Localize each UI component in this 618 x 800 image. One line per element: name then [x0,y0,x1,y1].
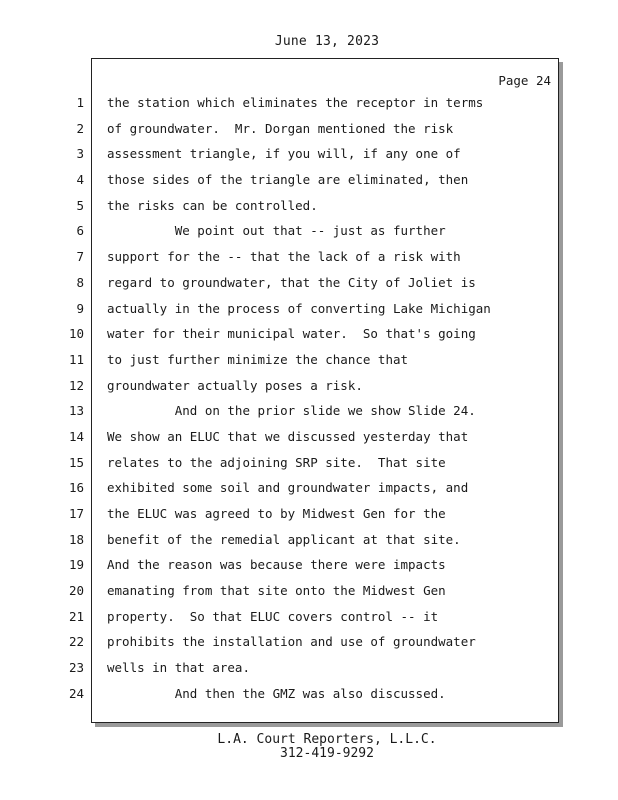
transcript-line: wells in that area. [107,660,250,676]
transcript-line: the risks can be controlled. [107,197,318,213]
line-number: 14 [68,428,84,444]
footer-company: L.A. Court Reporters, L.L.C. [217,732,437,747]
transcript-line: We point out that -- just as further [107,223,446,239]
line-number: 6 [76,223,84,239]
line-number: 9 [76,300,84,316]
transcript-line: regard to groundwater, that the City of Joliet is [107,274,476,290]
transcript-line: property. So that ELUC covers control -- it [107,608,439,624]
footer-phone: 312-419-9292 [280,746,374,761]
transcript-line: relates to the adjoining SRP site. That site [107,454,446,470]
transcript-line: the station which eliminates the receptor in terms [107,95,484,110]
line-number: 3 [76,146,84,162]
line-number: 8 [76,274,84,290]
line-number: 22 [68,634,84,650]
line-number: 5 [76,197,84,213]
transcript-line: groundwater actually poses a risk. [107,377,363,393]
transcript-line: And the reason was because there were impacts [107,557,446,573]
line-number: 15 [68,454,84,470]
transcript-line: And on the prior slide we show Slide 24. [107,403,476,419]
line-number: 19 [68,557,84,573]
transcript-line: to just further minimize the chance that [107,351,409,367]
line-number: 23 [68,660,84,676]
line-number: 7 [76,249,84,265]
line-number: 2 [76,120,84,136]
line-number: 21 [68,608,84,624]
line-number: 20 [68,583,84,599]
transcript-line: actually in the process of converting Lake Michigan [107,300,491,316]
line-number: 11 [68,351,84,367]
page-number: Page 24 [498,73,551,88]
transcript-line: those sides of the triangle are eliminated, then [107,172,469,188]
transcript-line: exhibited some soil and groundwater impacts, and [107,480,469,496]
transcript-line: prohibits the installation and use of groundwater [107,634,476,650]
footer [0,733,618,761]
transcript-text-column [107,94,553,711]
transcript-line: assessment triangle, if you will, if any one of [107,146,461,162]
line-number: 4 [76,172,84,188]
transcript-line: And then the GMZ was also discussed. [107,685,446,701]
line-number: 12 [68,377,84,393]
transcript-line: of groundwater. Mr. Dorgan mentioned the risk [107,120,454,136]
line-number-column [60,94,84,711]
line-number: 10 [68,326,84,342]
line-number: 18 [68,531,84,547]
header-date: June 13, 2023 [274,34,380,49]
line-number: 16 [68,480,84,496]
line-number: 17 [68,506,84,521]
transcript-line: emanating from that site onto the Midwest Gen [107,583,446,599]
transcript-line: the ELUC was agreed to by Midwest Gen for the [107,506,446,521]
line-number: 1 [76,95,84,110]
transcript-line: We show an ELUC that we discussed yesterday that [107,428,469,444]
transcript-line: benefit of the remedial applicant at that site. [107,531,461,547]
transcript-line: support for the -- that the lack of a risk with [107,249,461,265]
line-number: 13 [68,403,84,419]
transcript-line: water for their municipal water. So that's going [107,326,476,342]
line-number: 24 [68,685,84,701]
